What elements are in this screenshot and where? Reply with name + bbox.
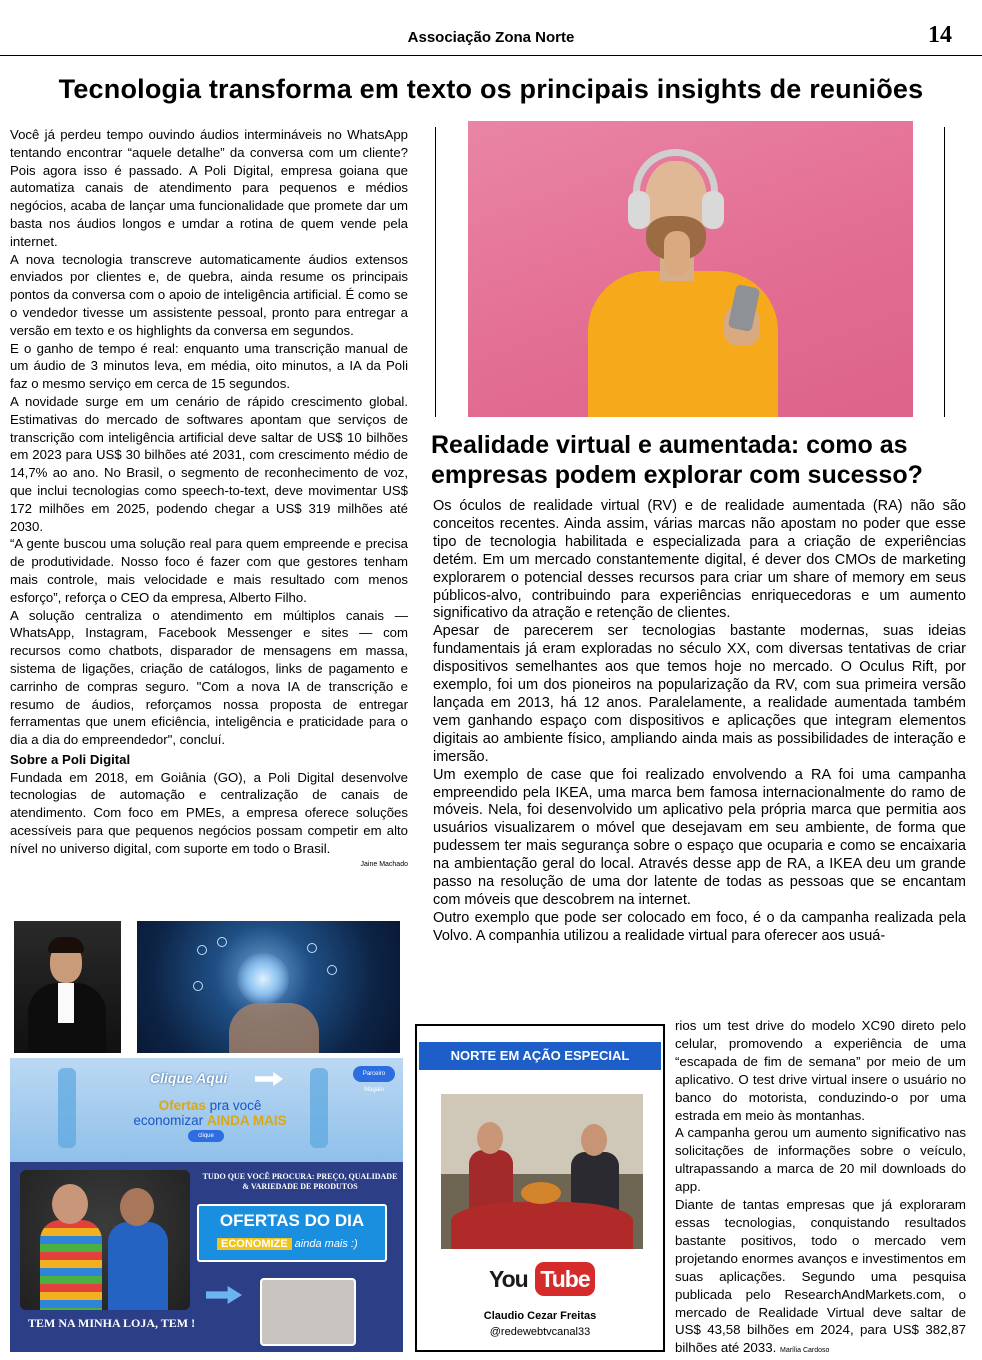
photo-table xyxy=(451,1202,633,1249)
article1-paragraph: A novidade surge em um cenário de rápido crescimento global. Estimativas do mercado de softwares apontam que serviços de transcrição com inteligência artificial deve saltar de US$ 10 bilhões em 2023 para US$ 30 bilhões até 2031, com crescimento médio de 14,7% ao ano. No Brasil, o segmento de reconhecimento de voz, que inclui tecnologias como speech-to-text, deve movimentar US$ 172 milhões em 2025, podendo chegar a US$ 319 milhões até 2030. xyxy=(10,393,408,534)
hero-photo-man-headphones xyxy=(468,121,913,417)
article1-credit: Jaine Machado xyxy=(360,860,408,868)
article1-body xyxy=(10,126,408,873)
publication-name: Associação Zona Norte xyxy=(407,29,575,46)
ad-partner-badge: Parceiro Magalu xyxy=(353,1066,395,1082)
ad-economize: ECONOMIZE xyxy=(217,1238,292,1250)
photo-ceo-portrait xyxy=(14,921,121,1053)
network-node-icon xyxy=(193,981,203,991)
article2-paragraph: Outro exemplo que pode ser colocado em foco, é o da campanha realizada pela Volvo. A companhia utilizou a realidade virtual para oferecer aos usuá- xyxy=(433,909,966,944)
article2-paragraph: Os óculos de realidade virtual (RV) e de realidade aumentada (RA) não são conceitos recentes. Ainda assim, várias marcas não apostam no poder que esse tipo de tecnologia habilitada e especializada para a criação de experiências detém. Em um mercado constantemente digital, é dever dos CMOs de marketing explorarem o potencial desses recursos para criar um share of memory em seus públicos-alvo, contribuindo para experiências enriquecedoras e um aumento significativo da atração e retenção de clientes. xyxy=(433,498,966,622)
article1-about: Fundada em 2018, em Goiânia (GO), a Poli Digital desenvolve tecnologias de automação e centralização de canais de atendimento. Com foco em PMEs, a empresa oferece soluções acessíveis para que pequenos negócios possam competir em alto nível no universo digital, com suporte em todo o Brasil. xyxy=(10,769,408,856)
column-divider-right xyxy=(944,127,945,417)
photo-digital-globe xyxy=(137,921,400,1053)
ad-economize-line xyxy=(217,1238,358,1250)
page-number: 14 xyxy=(928,22,952,48)
ad-bottom-slogan: TEM NA MINHA LOJA, TEM ! xyxy=(28,1316,196,1330)
person2-face xyxy=(120,1188,154,1226)
ad-photo-people xyxy=(20,1170,190,1310)
ad-ainda-mais-smile: ainda mais :) xyxy=(291,1238,358,1250)
article1-headline: Tecnologia transforma em texto os principais insights de reuniões xyxy=(58,74,924,104)
ad-offers-word: Ofertas xyxy=(158,1098,206,1113)
flower-arrangement-icon xyxy=(521,1182,561,1204)
youtube-logo-tube: Tube xyxy=(535,1262,595,1296)
network-node-icon xyxy=(197,945,207,955)
article1-paragraph: E o ganho de tempo é real: enquanto uma transcrição manual de um áudio de 3 minutos leva, em média, oito minutos, a IA da Poli faz o mesmo serviço em cerca de 15 segundos. xyxy=(10,340,408,392)
magalu-advertisement[interactable] xyxy=(10,1058,403,1352)
person1-face xyxy=(52,1184,88,1224)
photo-hand xyxy=(229,1003,319,1053)
person-woman-face xyxy=(477,1122,503,1154)
article1-paragraph: “A gente buscou uma solução real para quem empreende e precisa de produtividade. Nosso foco é fazer com que gestores tenham mais controle, mais velocidade e mais resultado com menos esforço”, reforça o CEO da empresa, Alberto Filho. xyxy=(10,536,408,605)
photo-hair xyxy=(48,937,84,953)
photo-earcup-left xyxy=(628,191,650,229)
network-node-icon xyxy=(307,943,317,953)
person1-sweater xyxy=(40,1220,102,1310)
article2-credit: Marília Cardoso xyxy=(780,1347,830,1355)
globe-icon xyxy=(237,953,289,1005)
person-woman-body xyxy=(469,1150,513,1210)
article2-continuation-text: Diante de tantas empresas que já exploraram essas tecnologias, conquistando resultados bastante positivos, todo o mercado vem projetando enormes avanços e investimentos em suas aplicações. Segundo uma pesquisa publicada pelo ResearchAndMarkets.com, o mercado de Realidade Virtual deve saltar de US$ 43,58 bilhões em 2024, para US$ 382,87 bilhões até 2033. xyxy=(675,1197,966,1356)
laptop-icon xyxy=(260,1278,356,1346)
channel-handle[interactable]: @redewebtvcanal33 xyxy=(489,1326,591,1338)
youtube-logo-you: You xyxy=(489,1266,528,1292)
photo-shirt-white xyxy=(58,983,74,1023)
column-divider-left xyxy=(435,127,436,417)
article1-paragraph: A nova tecnologia transcreve automaticamente áudios extensos enviados por clientes e, de quebra, ainda resume os principais pontos da conversa com o apoio de inteligência artificial. É como se o vendedor tivesse um assistente pessoal, pronto para entregar a versão em texto e os highlights da conversa em segundos. xyxy=(10,251,408,338)
article2-paragraph: Um exemplo de case que foi realizado envolvendo a RA foi uma campanha empreendido pela IKEA, uma marca bem famosa internacionalmente do ramo de móveis. Nela, foi desenvolvido um aplicativo pela própria marca que permitia aos usuários visualizarem o móvel que desejavam em seu ambiente, de forma que pudessem ter mais segurança sobre o espaço que ocuparia e como se encaixaria na ambientação geral do local. Através desse app de RA, a IKEA deu um grande passo na resolução de uma dor latente de todas as pessoas que se encantam com móveis que descobrem na internet. xyxy=(433,766,966,908)
photo-earcup-right xyxy=(702,191,724,229)
ad-ofertas-do-dia[interactable] xyxy=(197,1204,387,1262)
arrow-right-icon xyxy=(206,1286,242,1304)
norte-em-acao-box xyxy=(415,1024,665,1352)
ad-economizar: economizar xyxy=(133,1113,207,1128)
channel-owner-name: Claudio Cezar Freitas xyxy=(483,1310,597,1322)
article2-continuation-paragraph: rios um test drive do modelo XC90 direto pelo celular, promovendo a experiência de uma “escapada de fim de semana” por meio de um aplicativo. O test drive virtual insere o usuário no banco do motorista, conduzindo-o por uma estrada em meio às montanhas. xyxy=(675,1018,966,1123)
article1-paragraph: Você já perdeu tempo ouvindo áudios intermináveis no WhatsApp tentando encontrar “aquele detalhe” da conversa com um cliente? Pois agora isso é passado. A Poli Digital, empresa goiana que automatiza canais de atendimento para pequenos e médios negócios, acaba de lançar uma funcionalidade que promete dar um basta nos áudios longos e umdar a rotina de quem vende pela internet. xyxy=(10,127,408,249)
article2-headline: Realidade virtual e aumentada: como as empresas podem explorar com sucesso? xyxy=(431,431,923,489)
network-node-icon xyxy=(217,937,227,947)
header-divider xyxy=(0,55,982,56)
article2-body xyxy=(433,498,966,946)
network-node-icon xyxy=(327,965,337,975)
article1-paragraph: A solução centraliza o atendimento em múltiplos canais — WhatsApp, Instagram, Facebook Messenger e sites — com recursos como chatbots, disparador de mensagens em massa, sistema de ligações, criação de catálogos, links de pagamento e carrinho de compras seguro. "Com a nova IA de transcrição e resumo de áudios, reforçamos nossa proposta de entregar ferramentas que unem eficiência, inteligência e praticidade para o dia a dia do empreendedor", concluí. xyxy=(10,607,408,748)
ad-offers-text xyxy=(70,1098,350,1128)
youtube-logo[interactable] xyxy=(475,1254,607,1304)
photo-hand-chin xyxy=(664,231,690,276)
ad-tagline: TUDO QUE VOCÊ PROCURA: PREÇO, QUALIDADE & VARIEDADE DE PRODUTOS xyxy=(202,1172,398,1191)
article1-subheading: Sobre a Poli Digital xyxy=(10,751,131,767)
article2-continuation xyxy=(675,1017,966,1360)
person2-shirt xyxy=(108,1222,168,1310)
ad-mini-button[interactable]: clique xyxy=(188,1130,224,1142)
article2-continuation-paragraph xyxy=(675,1196,966,1360)
ad-ainda-mais: AINDA MAIS xyxy=(206,1113,287,1128)
ad-ofertas-do-dia-title: OFERTAS DO DIA xyxy=(219,1211,365,1230)
box-photo-couple xyxy=(441,1094,643,1249)
article2-paragraph: Apesar de parecerem ser tecnologias bastante modernas, suas ideias fundamentais já eram exploradas no século XX, com diversas tentativas de criar dispositivos semelhantes aos que temos hoje no mercado. O Oculus Rift, por exemplo, foi um dos pioneiros na popularização da RV, com sua primeira versão lançada em 2013, há 12 anos. Paralelamente, a realidade aumentada também vem ganhando espaço com dispositivos e aplicações que integram elementos digitais ao ambiente físico, ampliando ainda mais as possibilidades de interação e imersão. xyxy=(433,623,966,765)
article2-continuation-paragraph: A campanha gerou um aumento significativo nas solicitações de informações sobre o veículo, ultrapassando a marca de 20 mil downloads do app. xyxy=(675,1125,966,1195)
box-title: NORTE EM AÇÃO ESPECIAL xyxy=(419,1042,661,1070)
ad-offers-suffix: pra você xyxy=(205,1098,262,1113)
ad-click-label[interactable]: Clique Aqui xyxy=(150,1070,228,1086)
person-man-face xyxy=(581,1124,607,1156)
